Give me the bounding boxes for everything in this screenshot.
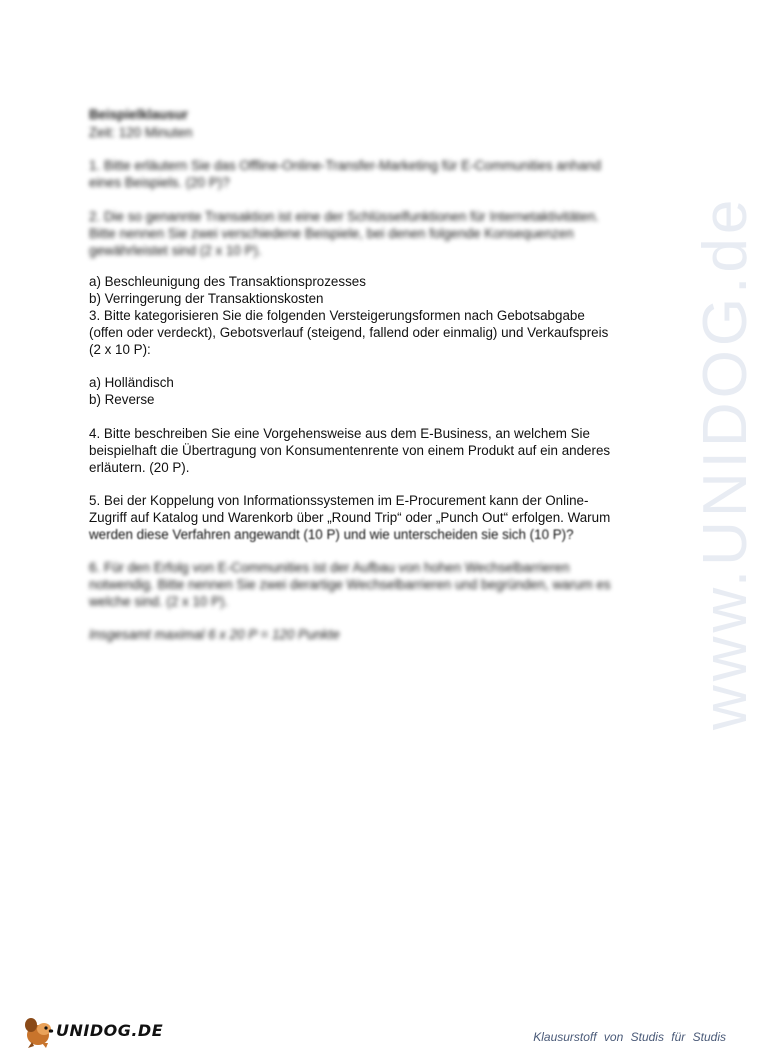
question-6-line-2: notwendig. Bitte nennen Sie zwei derartige Wechselbarrieren und begründen, warum es bbox=[89, 577, 611, 592]
question-3-item-a: a) Holländisch bbox=[89, 375, 174, 390]
question-3-line-1: 3. Bitte kategorisieren Sie die folgenden Versteigerungsformen nach Gebotsabgabe bbox=[89, 308, 585, 323]
question-2-line-1: 2. Die so genannte Transaktion ist eine der Schlüsselfunktionen für Internetaktivitäten. bbox=[89, 209, 599, 224]
question-2-line-3: gewährleistet sind (2 x 10 P). bbox=[89, 243, 262, 258]
total-points: Insgesamt maximal 6 x 20 P = 120 Punkte bbox=[89, 627, 340, 642]
question-2-item-a: a) Beschleunigung des Transaktionsprozesses bbox=[89, 274, 366, 289]
question-4-line-2: beispielhaft die Übertragung von Konsumentenrente von einem Produkt auf ein anderes bbox=[89, 443, 611, 458]
question-1-line-2: eines Beispiels. (20 P)? bbox=[89, 175, 230, 190]
watermark: www.UNIDOG.de bbox=[691, 195, 760, 730]
question-5-line-3: werden diese Verfahren angewandt (10 P) und wie unterscheiden sie sich (10 P)? bbox=[89, 527, 574, 542]
exam-title: Beispielklausur bbox=[89, 107, 188, 122]
footer-tagline: Klausurstoff von Studis für Studis bbox=[533, 1030, 726, 1044]
question-1-line-1: 1. Bitte erläutern Sie das Offline-Online-Transfer-Marketing für E-Communities anhand bbox=[89, 158, 602, 173]
question-5-line-3-clip bbox=[80, 526, 680, 542]
question-5-line-1: 5. Bei der Koppelung von Informationssystemen im E-Procurement kann der Online- bbox=[89, 493, 589, 508]
question-3-line-3: (2 x 10 P): bbox=[89, 342, 151, 357]
question-4-line-1: 4. Bitte beschreiben Sie eine Vorgehensweise aus dem E-Business, an welchem Sie bbox=[89, 426, 590, 441]
question-5-line-2: Zugriff auf Katalog und Warenkorb über „Round Trip“ oder „Punch Out“ erfolgen. Warum bbox=[89, 510, 611, 525]
question-3-item-b: b) Reverse bbox=[89, 392, 155, 407]
logo-text: UNIDOG.DE bbox=[56, 1021, 164, 1040]
question-6-line-1: 6. Für den Erfolg von E-Communities ist der Aufbau von hohen Wechselbarrieren bbox=[89, 560, 570, 575]
question-2-line-2: Bitte nennen Sie zwei verschiedene Beispiele, bei denen folgende Konsequenzen bbox=[89, 226, 574, 241]
exam-duration: Zeit: 120 Minuten bbox=[89, 125, 193, 140]
question-6-line-3: welche sind. (2 x 10 P). bbox=[89, 594, 229, 609]
dog-mascot-icon bbox=[22, 1015, 56, 1049]
question-4-line-3: erläutern. (20 P). bbox=[89, 460, 190, 475]
unidog-logo[interactable] bbox=[22, 1013, 162, 1049]
question-2-item-b: b) Verringerung der Transaktionskosten bbox=[89, 291, 324, 306]
question-3-line-2: (offen oder verdeckt), Gebotsverlauf (steigend, fallend oder einmalig) und Verkaufspreis bbox=[89, 325, 609, 340]
